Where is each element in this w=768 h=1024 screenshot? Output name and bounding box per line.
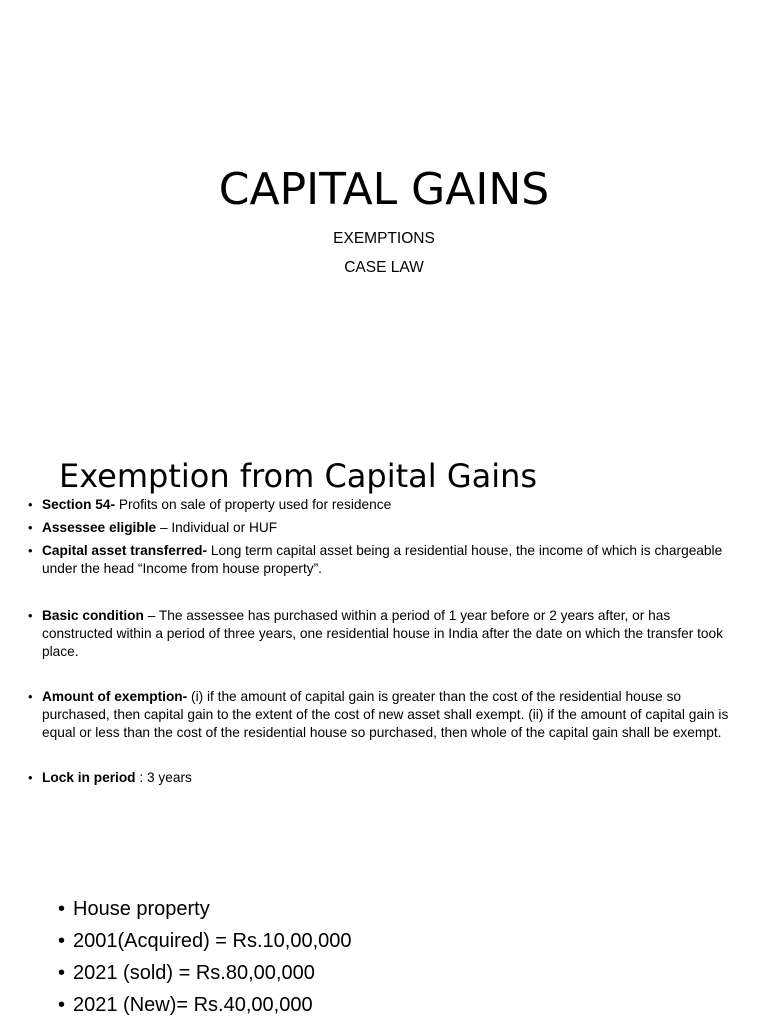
list-item: • 2021 (New)= Rs.40,00,000 bbox=[58, 989, 352, 1021]
bullet-term: Assessee eligible bbox=[42, 520, 157, 535]
bullet-capital-asset bbox=[28, 542, 740, 578]
subtitle-case-law: CASE LAW bbox=[344, 259, 424, 276]
bullet-basic-condition bbox=[28, 607, 740, 661]
bullet-amount-of-exemption bbox=[28, 688, 740, 742]
bullet-term: Basic condition bbox=[42, 608, 144, 623]
bullet-term: Amount of exemption- bbox=[42, 689, 188, 704]
list-item: • 2021 (sold) = Rs.80,00,000 bbox=[58, 957, 352, 989]
bullet-term: Lock in period bbox=[42, 770, 136, 785]
bullet-section-54 bbox=[28, 496, 740, 514]
bullet-assessee-eligible bbox=[28, 519, 740, 537]
list-item: • 2001(Acquired) = Rs.10,00,000 bbox=[58, 925, 352, 957]
bullet-text: Long term capital asset being a residential house, the income of which is chargeable under the head “Income from house property”. bbox=[42, 543, 723, 576]
exemption-bullet-list bbox=[28, 496, 740, 787]
bullet-term: Capital asset transferred- bbox=[42, 543, 208, 558]
slide-title: CAPITAL GAINS bbox=[218, 164, 550, 215]
bullet-text: Profits on sale of property used for residence bbox=[115, 497, 392, 512]
list-item: • House property bbox=[58, 893, 352, 925]
example-list bbox=[58, 893, 352, 1021]
bullet-text: – Individual or HUF bbox=[156, 520, 278, 535]
bullet-lock-in-period bbox=[28, 769, 740, 787]
bullet-text: (i) if the amount of capital gain is greater than the cost of the residential house so purchased, then capital gain to the extent of the cost of new asset shall exempt. (ii) if the amount of capital gain is equal or less than the cost of the residential house so purchased, then whole of the capital gain shall be exempt. bbox=[42, 689, 729, 740]
subtitle-exemptions: EXEMPTIONS bbox=[333, 230, 435, 247]
slide-heading: Exemption from Capital Gains bbox=[59, 457, 538, 495]
bullet-text: – The assessee has purchased within a period of 1 year before or 2 years after, or has constructed within a period of three years, one residential house in India after the date on which the transfer took place. bbox=[42, 608, 723, 659]
bullet-term: Section 54- bbox=[42, 497, 116, 512]
bullet-text: : 3 years bbox=[135, 770, 192, 785]
